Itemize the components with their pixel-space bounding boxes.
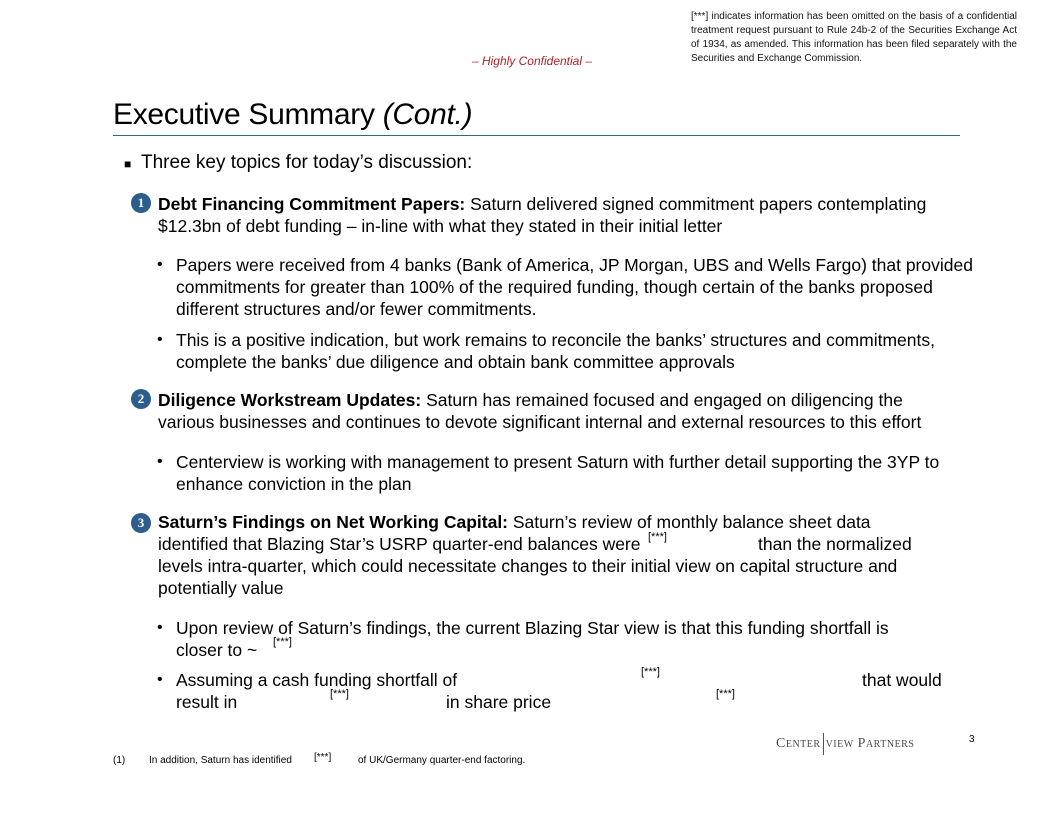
- title-italic: (Cont.): [382, 98, 473, 131]
- topic-1-line-2: $12.3bn of debt funding – in-line with what they stated in their initial letter: [158, 216, 723, 236]
- topic-2-number-badge: 2: [131, 389, 151, 409]
- confidential-treatment-notice: [***] indicates information has been omitted on the basis of a confidential treatment request pursuant to Rule 24b-2 of the Securities Exchange Act of 1934, as amended. This information has been filed separately with the Securities and Exchange Commission.: [691, 11, 1017, 64]
- topic-3-bullet-1-line-2: closer to ~: [176, 640, 258, 660]
- redacted-marker: [***]: [641, 666, 660, 678]
- centerview-partners-logo: [776, 733, 914, 755]
- topic-1-bullet-1-line-2: commitments for greater than 100% of the required funding, though certain of the banks proposed: [176, 277, 933, 297]
- highly-confidential-label: – Highly Confidential –: [471, 54, 593, 68]
- topic-1-bullet-2-line-2: complete the banks’ due diligence and obtain bank committee approvals: [176, 352, 735, 372]
- topic-3-bullet-2-line-1b: that would: [862, 670, 942, 690]
- topic-2-text: Saturn has remained focused and engaged on diligencing the: [421, 390, 903, 410]
- intro-text: Three key topics for today’s discussion:: [141, 152, 473, 173]
- topic-3-text: Saturn’s review of monthly balance sheet data: [508, 512, 871, 532]
- topic-2-line-1: [158, 389, 903, 411]
- page-title: [113, 98, 472, 132]
- square-bullet-icon: ■: [124, 157, 132, 171]
- logo-divider: [823, 733, 824, 755]
- title-main: Executive Summary: [113, 98, 383, 131]
- logo-text-right: view Partners: [825, 736, 915, 752]
- topic-3-heading: Saturn’s Findings on Net Working Capital:: [158, 512, 509, 532]
- bullet-dot-icon: •: [157, 671, 163, 688]
- topic-2-bullet-1-line-2: enhance conviction in the plan: [176, 474, 412, 494]
- footnote-marker: (1): [113, 755, 126, 766]
- topic-3-line-2a: identified that Blazing Star’s USRP quarter-end balances were: [158, 534, 641, 554]
- bullet-dot-icon: •: [157, 331, 163, 348]
- redacted-marker: [***]: [330, 688, 349, 700]
- topic-1-text: Saturn delivered signed commitment papers contemplating: [465, 194, 927, 214]
- footnote-text-a: In addition, Saturn has identified: [149, 755, 292, 766]
- topic-2-bullet-1-line-1: Centerview is working with management to present Saturn with further detail supporting the 3YP to: [176, 452, 940, 472]
- logo-text-left: Center: [776, 736, 821, 752]
- title-divider: [113, 135, 960, 136]
- topic-3-line-1: [158, 511, 871, 533]
- topic-3-bullet-2-line-2b: in share price: [446, 692, 552, 712]
- topic-2-heading: Diligence Workstream Updates:: [158, 390, 422, 410]
- topic-1-bullet-2-line-1: This is a positive indication, but work remains to reconcile the banks’ structures and commitments,: [176, 330, 935, 350]
- topic-3-line-3: levels intra-quarter, which could necessitate changes to their initial view on capital structure and: [158, 556, 898, 576]
- footnote-text-b: of UK/Germany quarter-end factoring.: [358, 755, 526, 766]
- topic-1-heading: Debt Financing Commitment Papers:: [158, 194, 466, 214]
- redacted-marker: [***]: [273, 636, 292, 648]
- redacted-marker: [***]: [716, 688, 735, 700]
- topic-3-bullet-2-line-2a: result in: [176, 692, 238, 712]
- topic-1-line-1: [158, 193, 926, 215]
- bullet-dot-icon: •: [157, 619, 163, 636]
- topic-3-line-2b: than the normalized: [758, 534, 912, 554]
- bullet-dot-icon: •: [157, 453, 163, 470]
- page-number: 3: [969, 734, 975, 745]
- topic-1-bullet-1-line-3: different structures and/or fewer commitments.: [176, 299, 537, 319]
- bullet-dot-icon: •: [157, 256, 163, 273]
- topic-3-bullet-1-line-1: Upon review of Saturn’s findings, the current Blazing Star view is that this funding shortfall is: [176, 618, 889, 638]
- topic-3-number-badge: 3: [131, 513, 151, 533]
- topic-1-bullet-1-line-1: Papers were received from 4 banks (Bank of America, JP Morgan, UBS and Wells Fargo) that provided: [176, 255, 973, 275]
- topic-3-line-4: potentially value: [158, 578, 284, 598]
- topic-2-line-2: various businesses and continues to devote significant internal and external resources to this effort: [158, 412, 922, 432]
- topic-1-number-badge: 1: [131, 193, 151, 213]
- redacted-marker: [***]: [648, 531, 667, 543]
- redacted-marker: [***]: [314, 752, 332, 763]
- topic-3-bullet-2-line-1a: Assuming a cash funding shortfall of: [176, 670, 458, 690]
